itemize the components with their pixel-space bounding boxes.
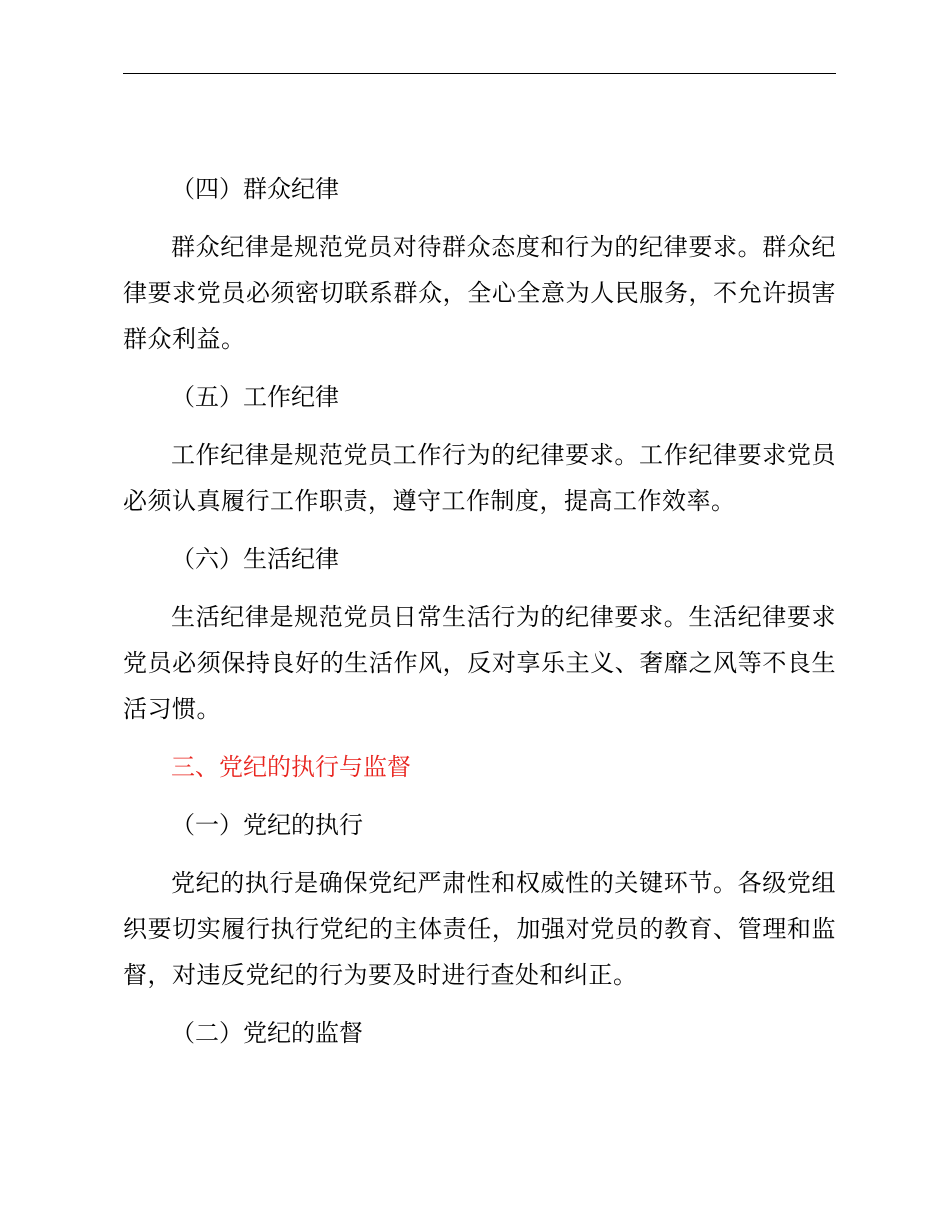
section-heading-five: （五）工作纪律 <box>171 383 339 411</box>
section-paragraph-four: 群众纪律是规范党员对待群众态度和行为的纪律要求。群众纪律要求党员必须密切联系群众，全心全意为人民服务，不允许损害群众利益。 <box>123 233 836 353</box>
subsection-heading-two: （二）党纪的监督 <box>171 1019 363 1047</box>
document-body <box>123 166 836 1056</box>
section-heading-four: （四）群众纪律 <box>171 175 339 203</box>
header-rule <box>123 73 836 74</box>
section-paragraph-five: 工作纪律是规范党员工作行为的纪律要求。工作纪律要求党员必须认真履行工作职责，遵守工作制度，提高工作效率。 <box>123 441 836 515</box>
section-heading-six: （六）生活纪律 <box>171 545 339 573</box>
subsection-heading-one: （一）党纪的执行 <box>171 811 363 839</box>
chapter-title: 三、党纪的执行与监督 <box>171 753 411 781</box>
subsection-paragraph-one: 党纪的执行是确保党纪严肃性和权威性的关键环节。各级党组织要切实履行执行党纪的主体责任，加强对党员的教育、管理和监督，对违反党纪的行为要及时进行查处和纠正。 <box>123 869 836 989</box>
section-paragraph-six: 生活纪律是规范党员日常生活行为的纪律要求。生活纪律要求党员必须保持良好的生活作风，反对享乐主义、奢靡之风等不良生活习惯。 <box>123 603 836 723</box>
